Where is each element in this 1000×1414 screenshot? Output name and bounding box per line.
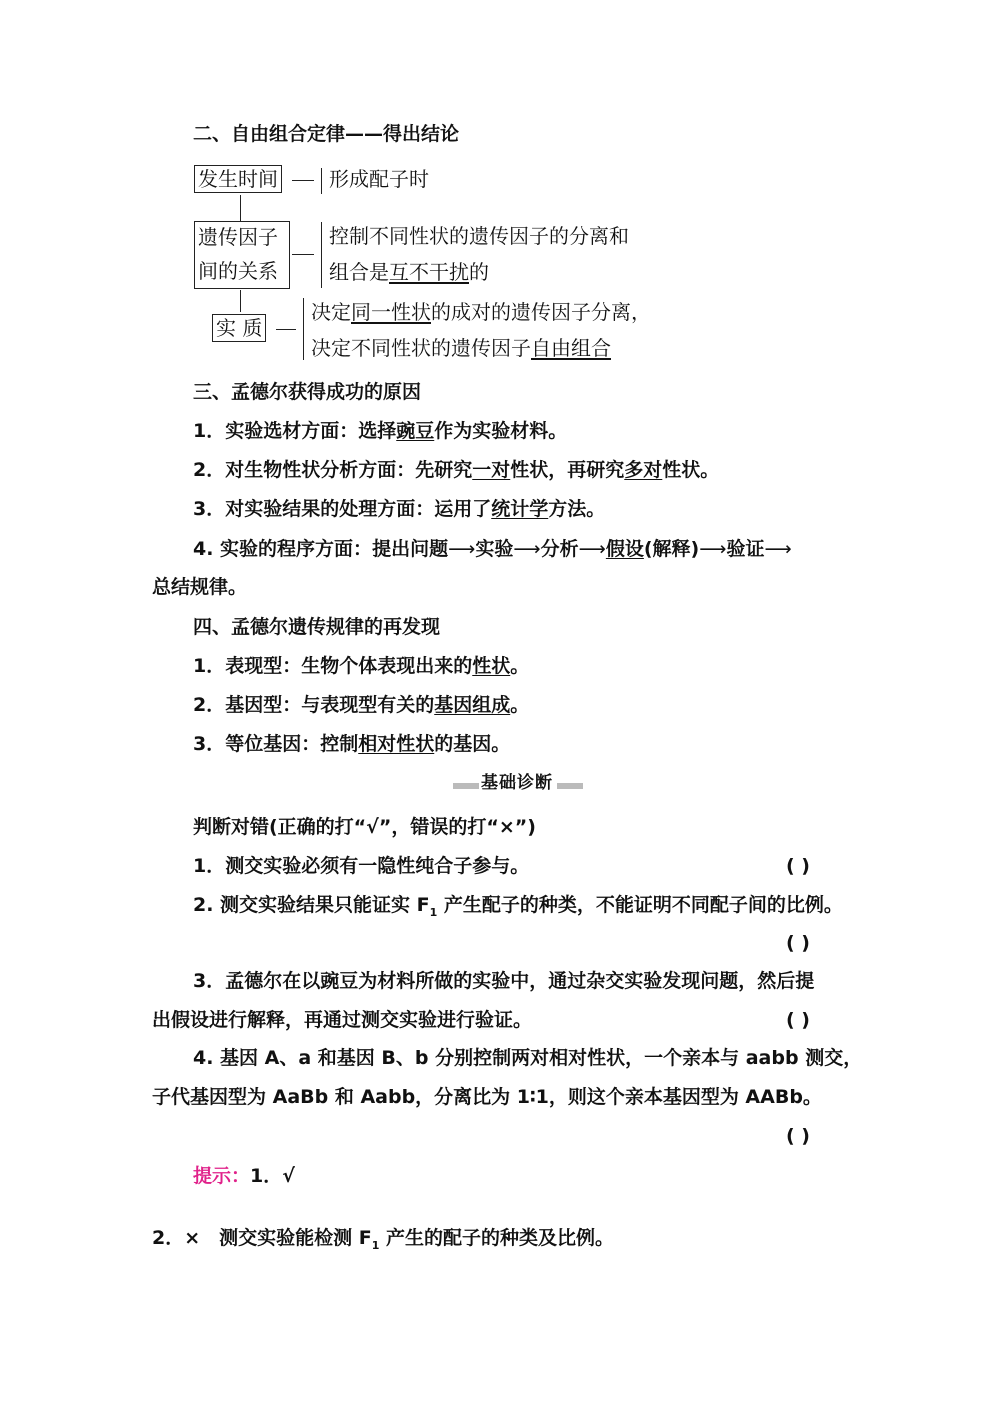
question-4-line2: 子代基因型为 AaBb 和 Aabb，分离比为 1∶1，则这个亲本基因型为 AABb。 bbox=[152, 1086, 822, 1108]
text: 决定 bbox=[311, 300, 351, 324]
vertical-connector bbox=[240, 195, 241, 221]
answer: 基因组成 bbox=[434, 694, 511, 716]
text: 的 bbox=[469, 260, 489, 284]
answer: 统计学 bbox=[491, 498, 549, 520]
text: 2．对生物性状分析方面：先研究 bbox=[193, 459, 473, 481]
text: 的成对的遗传因子分离， bbox=[431, 300, 651, 324]
section3-item3 bbox=[193, 497, 605, 521]
text: 3．对实验结果的处理方面：运用了 bbox=[193, 498, 492, 520]
text: 2．× 测交实验能检测 F bbox=[152, 1227, 372, 1249]
arrow-icon: ⟶ bbox=[764, 538, 792, 560]
section3-title: 三、孟德尔获得成功的原因 bbox=[193, 381, 422, 403]
text: 2. 测交实验结果只能证实 F bbox=[193, 894, 430, 916]
answer: 自由组合 bbox=[531, 336, 611, 360]
section3-item1 bbox=[193, 419, 567, 443]
step: 提出问题 bbox=[372, 538, 449, 560]
section4-title: 四、孟德尔遗传规律的再发现 bbox=[193, 616, 441, 638]
answer-blank-1: ( ) bbox=[786, 855, 810, 877]
answer: 性状 bbox=[472, 655, 511, 677]
text: 1．表现型：生物个体表现出来的 bbox=[193, 655, 473, 677]
bracket bbox=[321, 222, 322, 288]
text: 产生配子的种类，不能证明不同配子间的比例。 bbox=[437, 894, 843, 916]
diagnosis-instruction: 判断对错(正确的打“√”，错误的打“×”) bbox=[193, 816, 536, 838]
essence-line1 bbox=[311, 299, 651, 325]
question-3-line2: 出假设进行解释，再通过测交实验进行验证。 bbox=[152, 1009, 533, 1031]
text: 。 bbox=[510, 694, 530, 716]
question-4-line1: 4. 基因 A、a 和基因 B、b 分别控制两对相对性状，一个亲本与 aabb 测交， bbox=[193, 1047, 863, 1069]
answer-blank-3: ( ) bbox=[786, 1009, 810, 1031]
badge-bar-left bbox=[453, 783, 479, 789]
text: 2．基因型：与表现型有关的 bbox=[193, 694, 435, 716]
hint-answer-1: 1．√ bbox=[250, 1165, 295, 1187]
relation-text-line1: 控制不同性状的遗传因子的分离和 bbox=[329, 224, 629, 248]
bracket bbox=[321, 168, 322, 194]
relation-text-line2 bbox=[329, 259, 489, 285]
answer: 互不干扰 bbox=[389, 260, 469, 284]
bracket bbox=[303, 298, 304, 360]
connector bbox=[276, 329, 296, 330]
connector bbox=[292, 254, 314, 255]
essence-line2 bbox=[311, 335, 611, 361]
vertical-connector bbox=[240, 290, 241, 312]
answer: 相对性状 bbox=[358, 733, 435, 755]
text: 。 bbox=[510, 655, 530, 677]
node-relation-line1: 遗传因子 bbox=[198, 225, 278, 249]
text: (解释) bbox=[643, 538, 700, 560]
subscript: 1 bbox=[429, 905, 438, 919]
answer: 一对 bbox=[472, 459, 511, 481]
hint-label: 提示： bbox=[193, 1165, 251, 1187]
text: 1．实验选材方面：选择 bbox=[193, 420, 397, 442]
connector bbox=[292, 180, 314, 181]
text: 4. 实验的程序方面： bbox=[193, 538, 373, 560]
answer: 假设 bbox=[605, 538, 644, 560]
question-2 bbox=[193, 893, 843, 925]
node-relation bbox=[194, 221, 290, 289]
arrow-icon: ⟶ bbox=[448, 538, 476, 560]
section2-title: 二、自由组合定律——得出结论 bbox=[193, 123, 460, 145]
node-time: 发生时间 bbox=[194, 165, 282, 193]
answer-blank-2: ( ) bbox=[786, 932, 810, 954]
text: 组合是 bbox=[329, 260, 389, 284]
text: 的基因。 bbox=[434, 733, 511, 755]
answer: 豌豆 bbox=[396, 420, 435, 442]
arrow-icon: ⟶ bbox=[513, 538, 541, 560]
text: 作为实验材料。 bbox=[434, 420, 568, 442]
section3-item2 bbox=[193, 458, 719, 482]
time-text: 形成配子时 bbox=[329, 167, 429, 191]
answer: 多对 bbox=[624, 459, 663, 481]
subscript: 1 bbox=[371, 1238, 380, 1252]
arrow-icon: ⟶ bbox=[578, 538, 606, 560]
answer: 同一性状 bbox=[351, 300, 431, 324]
text: 产生的配子的种类及比例。 bbox=[379, 1227, 615, 1249]
node-essence: 实 质 bbox=[212, 314, 266, 342]
diagnosis-badge bbox=[453, 771, 583, 797]
step: 分析 bbox=[540, 538, 579, 560]
question-1: 1．测交实验必须有一隐性纯合子参与。 bbox=[193, 855, 530, 877]
step: 实验 bbox=[475, 538, 514, 560]
section4-item2 bbox=[193, 693, 529, 717]
section4-item3 bbox=[193, 732, 510, 756]
section3-item4-cont: 总结规律。 bbox=[152, 576, 248, 598]
node-relation-line2: 间的关系 bbox=[198, 259, 278, 283]
text: 方法。 bbox=[548, 498, 606, 520]
hint-line bbox=[193, 1164, 295, 1188]
badge-bar-right bbox=[557, 783, 583, 789]
text: 性状。 bbox=[662, 459, 720, 481]
answer-blank-4: ( ) bbox=[786, 1125, 810, 1147]
step: 验证 bbox=[726, 538, 765, 560]
badge-label: 基础诊断 bbox=[481, 773, 553, 793]
text: 性状，再研究 bbox=[510, 459, 625, 481]
section3-item4 bbox=[193, 537, 792, 561]
arrow-icon: ⟶ bbox=[699, 538, 727, 560]
answer-2 bbox=[152, 1226, 614, 1258]
question-3-line1: 3．孟德尔在以豌豆为材料所做的实验中，通过杂交实验发现问题，然后提 bbox=[193, 970, 815, 992]
text: 决定不同性状的遗传因子 bbox=[311, 336, 531, 360]
section4-item1 bbox=[193, 654, 529, 678]
text: 3．等位基因：控制 bbox=[193, 733, 359, 755]
